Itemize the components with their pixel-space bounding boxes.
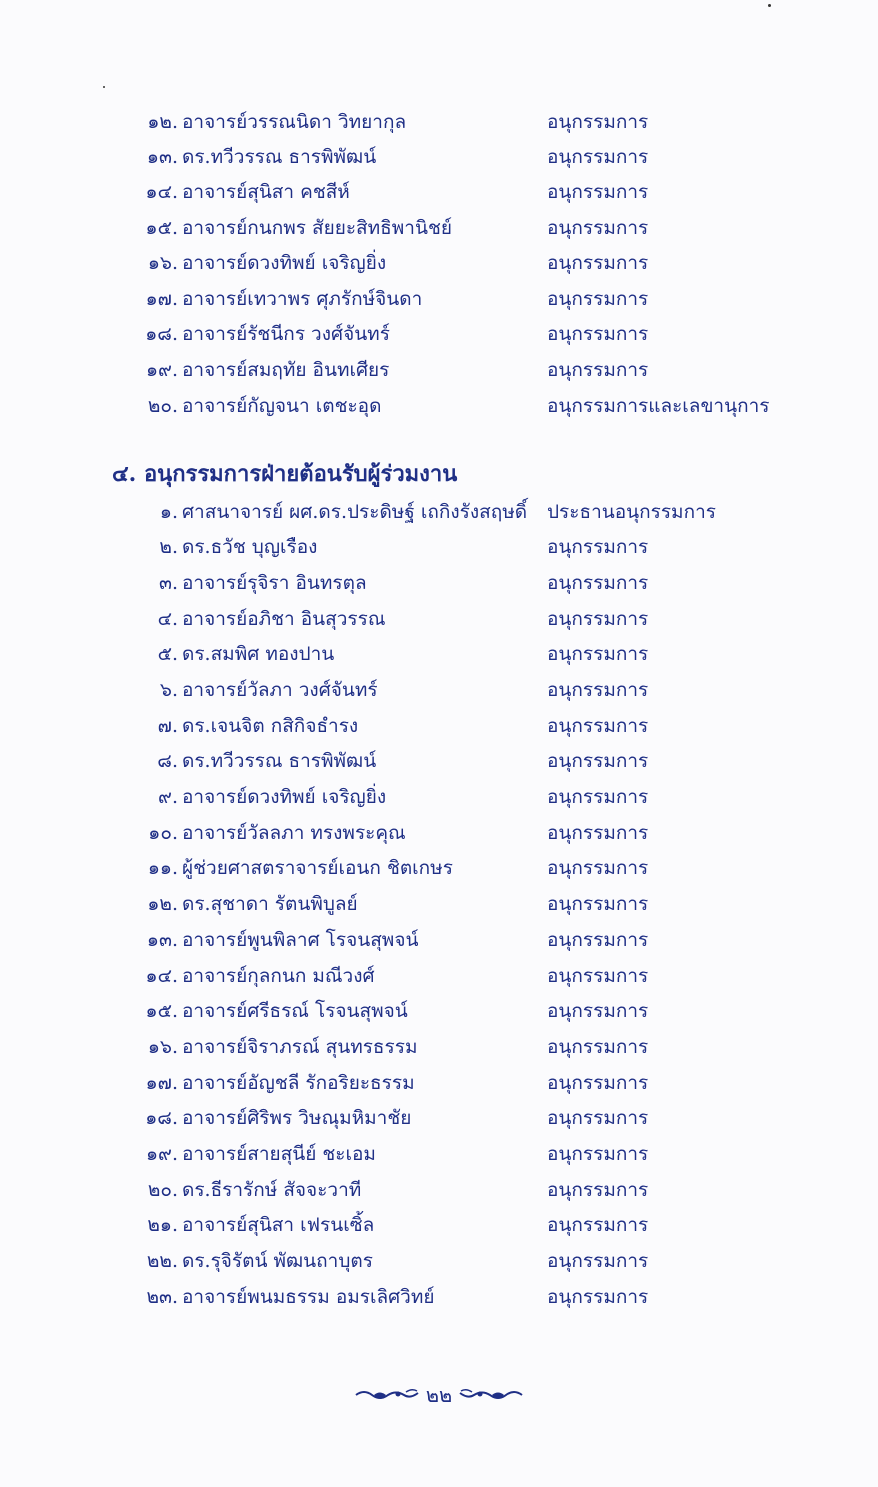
list-item — [0, 779, 878, 815]
member-role: อนุกรรมการ — [547, 111, 649, 133]
member-name: ดร.ทวีวรรณ ธารพิพัฒน์ — [182, 146, 377, 168]
member-role: อนุกรรมการ — [547, 1179, 649, 1201]
list-item — [0, 1172, 878, 1208]
item-number: ๕. — [157, 643, 178, 665]
item-number: ๑๐. — [148, 822, 178, 844]
item-number: ๑๒. — [147, 111, 178, 133]
item-number: ๒๐. — [147, 395, 178, 417]
item-number: ๑๑. — [147, 857, 178, 879]
section-heading: ๔. อนุกรรมการฝ่ายต้อนรับผู้ร่วมงาน — [112, 461, 458, 487]
member-name: อาจารย์อัญชลี รักอริยะธรรม — [182, 1072, 415, 1094]
list-item — [0, 316, 878, 352]
list-item — [0, 1279, 878, 1315]
member-role: อนุกรรมการ — [547, 608, 649, 630]
member-role: อนุกรรมการ — [547, 715, 649, 737]
item-number: ๑๓. — [146, 146, 178, 168]
item-number: ๑๓. — [146, 929, 178, 951]
member-role: อนุกรรมการ — [547, 1143, 649, 1165]
item-number: ๑๗. — [145, 288, 178, 310]
member-name: อาจารย์กัญจนา เตชะอุด — [182, 395, 382, 417]
member-role: อนุกรรมการ — [547, 536, 649, 558]
item-number: ๒. — [159, 536, 178, 558]
scan-speck — [768, 4, 771, 7]
list-item — [0, 104, 878, 140]
list-item — [0, 601, 878, 637]
item-number: ๑๖. — [147, 252, 178, 274]
member-role: อนุกรรมการและเลขานุการ — [547, 395, 770, 417]
item-number: ๑๘. — [145, 323, 178, 345]
item-number: ๒๓. — [146, 1286, 178, 1308]
item-number: ๒๒. — [146, 1250, 178, 1272]
member-role: อนุกรรมการ — [547, 1286, 649, 1308]
item-number: ๑๖. — [147, 1036, 178, 1058]
member-name: อาจารย์ดวงทิพย์ เจริญยิ่ง — [182, 252, 387, 274]
item-number: ๒๑. — [147, 1214, 178, 1236]
member-role: อนุกรรมการ — [547, 965, 649, 987]
list-item — [0, 993, 878, 1029]
member-role: ประธานอนุกรรมการ — [547, 501, 716, 523]
member-role: อนุกรรมการ — [547, 1072, 649, 1094]
list-item — [0, 1065, 878, 1101]
list-item — [0, 922, 878, 958]
member-role: อนุกรรมการ — [547, 750, 649, 772]
list-item — [0, 672, 878, 708]
list-item — [0, 1029, 878, 1065]
list-item — [0, 281, 878, 317]
member-role: อนุกรรมการ — [547, 679, 649, 701]
member-name: ดร.สมพิศ ทองปาน — [182, 643, 335, 665]
member-name: อาจารย์รุจิรา อินทรตุล — [182, 572, 367, 594]
member-name: ดร.ธีรารักษ์ สัจจะวาที — [182, 1179, 362, 1201]
item-number: ๑๙. — [145, 1143, 178, 1165]
member-name: อาจารย์พนมธรรม อมรเลิศวิทย์ — [182, 1286, 435, 1308]
item-number: ๑๘. — [145, 1107, 178, 1129]
left-ornament-icon — [354, 1387, 420, 1403]
member-role: อนุกรรมการ — [547, 1000, 649, 1022]
member-role: อนุกรรมการ — [547, 572, 649, 594]
list-item — [0, 815, 878, 851]
member-name: ผู้ช่วยศาสตราจารย์เอนก ชิตเกษร — [182, 857, 453, 879]
member-name: ดร.เจนจิต กสิกิจธำรง — [182, 715, 359, 737]
member-role: อนุกรรมการ — [547, 822, 649, 844]
member-name: อาจารย์กนกพร สัยยะสิทธิพานิชย์ — [182, 217, 452, 239]
list-item — [0, 529, 878, 565]
member-role: อนุกรรมการ — [547, 181, 649, 203]
member-role: อนุกรรมการ — [547, 1250, 649, 1272]
member-name: อาจารย์วรรณนิดา วิทยากุล — [182, 111, 407, 133]
item-number: ๗. — [157, 715, 178, 737]
member-name: ดร.รุจิรัตน์ พัฒนถาบุตร — [182, 1250, 373, 1272]
page-number: ๒๒ — [425, 1383, 453, 1407]
item-number: ๒๐. — [147, 1179, 178, 1201]
member-role: อนุกรรมการ — [547, 1036, 649, 1058]
member-name: อาจารย์สายสุนีย์ ชะเอม — [182, 1143, 376, 1165]
member-name: อาจารย์รัชนีกร วงศ์จันทร์ — [182, 323, 390, 345]
item-number: ๖. — [159, 679, 178, 701]
member-role: อนุกรรมการ — [547, 643, 649, 665]
member-role: อนุกรรมการ — [547, 146, 649, 168]
item-number: ๑๗. — [145, 1072, 178, 1094]
list-item — [0, 565, 878, 601]
item-number: ๑๔. — [145, 965, 178, 987]
member-name: อาจารย์สมฤทัย อินทเศียร — [182, 359, 390, 381]
member-role: อนุกรรมการ — [547, 1214, 649, 1236]
scan-speck — [103, 86, 105, 88]
member-role: อนุกรรมการ — [547, 786, 649, 808]
member-name: ศาสนาจารย์ ผศ.ดร.ประดิษฐ์ เถกิงรังสฤษดิ์ — [182, 501, 528, 523]
item-number: ๑๙. — [145, 359, 178, 381]
member-name: อาจารย์เทวาพร ศุภรักษ์จินดา — [182, 288, 423, 310]
list-item — [0, 1136, 878, 1172]
member-name: อาจารย์พูนพิลาศ โรจนสุพจน์ — [182, 929, 419, 951]
member-name: ดร.สุชาดา รัตนพิบูลย์ — [182, 893, 358, 915]
list-item — [0, 886, 878, 922]
member-name: ดร.ธวัช บุญเรือง — [182, 536, 318, 558]
member-role: อนุกรรมการ — [547, 893, 649, 915]
item-number: ๘. — [157, 750, 178, 772]
list-item — [0, 352, 878, 388]
item-number: ๙. — [158, 786, 178, 808]
member-role: อนุกรรมการ — [547, 288, 649, 310]
item-number: ๓. — [158, 572, 178, 594]
right-ornament-icon — [458, 1387, 524, 1403]
member-name: อาจารย์จิราภรณ์ สุนทรธรรม — [182, 1036, 418, 1058]
member-name: อาจารย์วัลภา วงศ์จันทร์ — [182, 679, 378, 701]
member-role: อนุกรรมการ — [547, 252, 649, 274]
list-item — [0, 1243, 878, 1279]
item-number: ๑๔. — [145, 181, 178, 203]
list-item — [0, 139, 878, 175]
page-footer — [0, 1380, 878, 1410]
member-name: อาจารย์สุนิสา เฟรนเซิ้ล — [182, 1214, 375, 1236]
item-number: ๑๕. — [145, 217, 178, 239]
list-item — [0, 210, 878, 246]
member-role: อนุกรรมการ — [547, 1107, 649, 1129]
item-number: ๑๕. — [145, 1000, 178, 1022]
member-role: อนุกรรมการ — [547, 359, 649, 381]
member-name: อาจารย์ดวงทิพย์ เจริญยิ่ง — [182, 786, 387, 808]
member-role: อนุกรรมการ — [547, 857, 649, 879]
list-item — [0, 494, 878, 530]
list-item — [0, 174, 878, 210]
member-name: อาจารย์ศิริพร วิษณุมหิมาชัย — [182, 1107, 412, 1129]
list-item — [0, 743, 878, 779]
member-role: อนุกรรมการ — [547, 217, 649, 239]
member-name: อาจารย์วัลลภา ทรงพระคุณ — [182, 822, 406, 844]
member-name: อาจารย์อภิชา อินสุวรรณ — [182, 608, 386, 630]
list-item — [0, 850, 878, 886]
member-name: อาจารย์สุนิสา คชสีห์ — [182, 181, 350, 203]
member-role: อนุกรรมการ — [547, 323, 649, 345]
list-item — [0, 1207, 878, 1243]
list-item — [0, 388, 878, 424]
item-number: ๑๒. — [147, 893, 178, 915]
list-item — [0, 1100, 878, 1136]
list-item — [0, 245, 878, 281]
member-role: อนุกรรมการ — [547, 929, 649, 951]
list-item — [0, 636, 878, 672]
item-number: ๔. — [157, 608, 178, 630]
member-name: อาจารย์กุลกนก มณีวงศ์ — [182, 965, 375, 987]
item-number: ๑. — [159, 501, 178, 523]
list-item — [0, 958, 878, 994]
member-name: ดร.ทวีวรรณ ธารพิพัฒน์ — [182, 750, 377, 772]
member-name: อาจารย์ศรีธรณ์ โรจนสุพจน์ — [182, 1000, 408, 1022]
list-item — [0, 708, 878, 744]
